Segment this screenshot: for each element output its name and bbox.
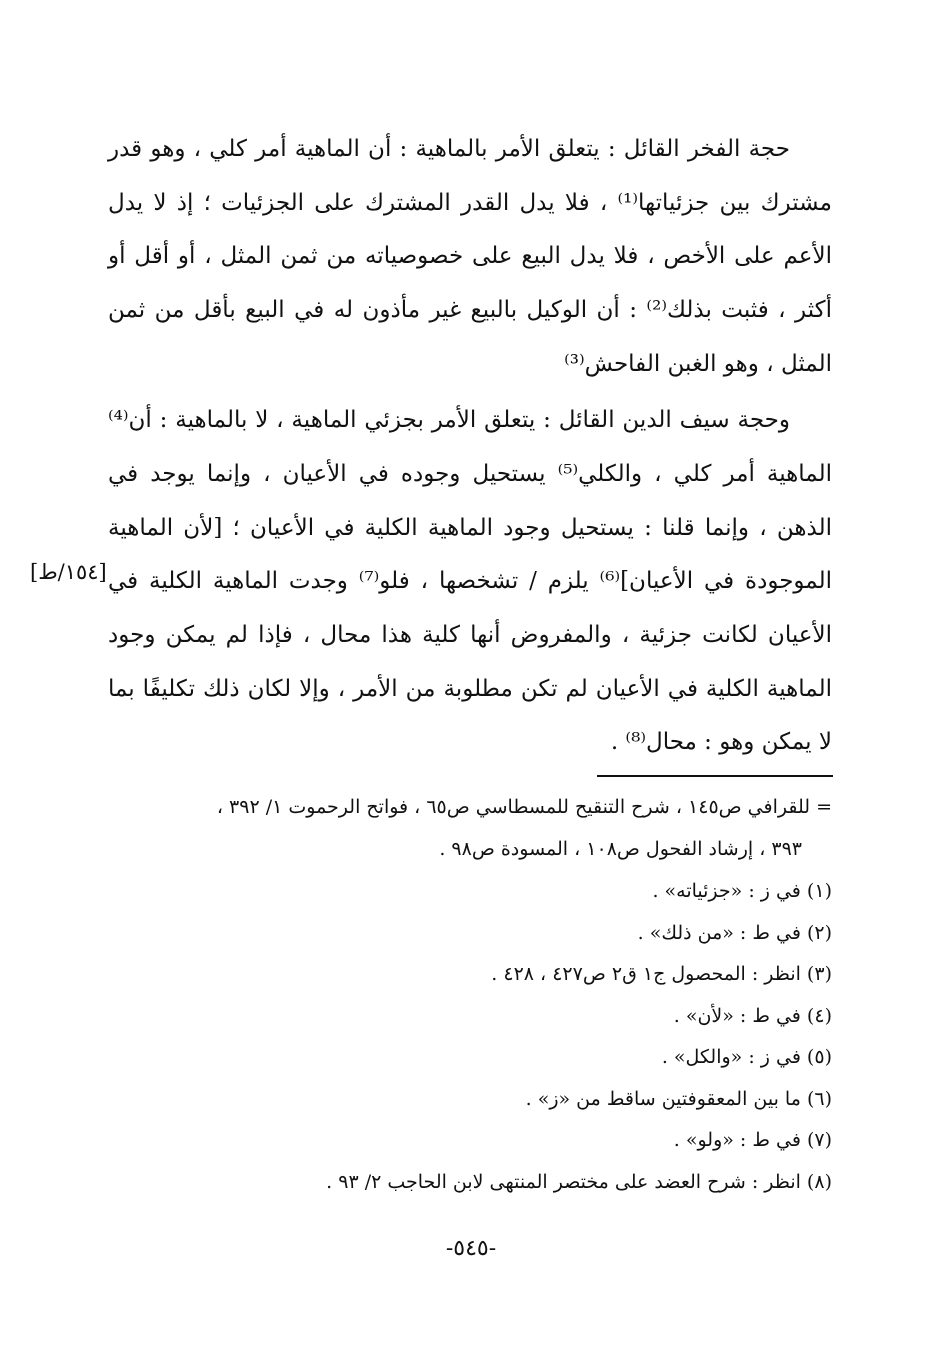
body-line: وحجة سيف الدين القائل : يتعلق الأمر بجزئي الماهية ، لا بالماهية : أن⁽⁴⁾ [108, 407, 790, 433]
body-line: مشترك بين جزئياتها⁽¹⁾ ، فلا يدل القدر المشترك على الجزئيات ؛ إذ لا يدل [108, 190, 832, 216]
footnote-item: (٢) في ط : «من ذلك» . [637, 922, 832, 944]
page-number: -٥٤٥- [445, 1236, 497, 1261]
footnote-item: (٣) انظر : المحصول ج١ ق٢ ص٤٢٧ ، ٤٢٨ . [491, 963, 832, 985]
footnote-continuation-line: = للقرافي ص١٤٥ ، شرح التنقيح للمسطاسي ص٦٥ ، فواتح الرحموت ١/ ٣٩٢ ، [216, 796, 832, 818]
footnote-item: (٥) في ز : «والكل» . [661, 1046, 832, 1068]
body-line: الموجودة في الأعيان]⁽⁶⁾ يلزم / تشخصها ، فلو⁽⁷⁾ وجدت الماهية الكلية في [108, 568, 832, 594]
body-line: المثل ، وهو الغبن الفاحش⁽³⁾ [564, 351, 832, 377]
footnote-separator [597, 775, 833, 777]
footnote-item: (٨) انظر : شرح العضد على مختصر المنتهى لابن الحاجب ٢/ ٩٣ . [326, 1171, 832, 1193]
body-line: الماهية الكلية في الأعيان لم تكن مطلوبة من الأمر ، وإلا لكان ذلك تكليفًا بما [108, 676, 832, 702]
footnote-item: (٦) ما بين المعقوفتين ساقط من «ز» . [525, 1088, 832, 1110]
body-line: أكثر ، فثبت بذلك⁽²⁾ : أن الوكيل بالبيع غير مأذون له في البيع بأقل من ثمن [108, 297, 832, 323]
body-line: حجة الفخر القائل : يتعلق الأمر بالماهية : أن الماهية أمر كلي ، وهو قدر [108, 136, 790, 162]
footnote-item: (١) في ز : «جزئياته» . [652, 880, 832, 902]
manuscript-folio-marker: [١٥٤/ط] [30, 560, 107, 584]
body-line: لا يمكن وهو : محال⁽⁸⁾ . [610, 729, 832, 755]
body-line: الأعم على الأخص ، فلا يدل البيع على خصوصياته من ثمن المثل ، أو أقل أو [108, 243, 832, 269]
body-line: الذهن ، وإنما قلنا : يستحيل وجود الماهية الكلية في الأعيان ؛ [لأن الماهية [108, 515, 832, 541]
body-line: الأعيان لكانت جزئية ، والمفروض أنها كلية هذا محال ، فإذا لم يمكن وجود [108, 622, 832, 648]
footnote-item: (٧) في ط : «ولو» . [673, 1129, 832, 1151]
footnote-item: (٤) في ط : «لأن» . [673, 1005, 832, 1027]
body-line: الماهية أمر كلي ، والكلي⁽⁵⁾ يستحيل وجوده في الأعيان ، وإنما يوجد في [108, 461, 832, 487]
footnote-continuation-line: ٣٩٣ ، إرشاد الفحول ص١٠٨ ، المسودة ص٩٨ . [439, 838, 802, 860]
